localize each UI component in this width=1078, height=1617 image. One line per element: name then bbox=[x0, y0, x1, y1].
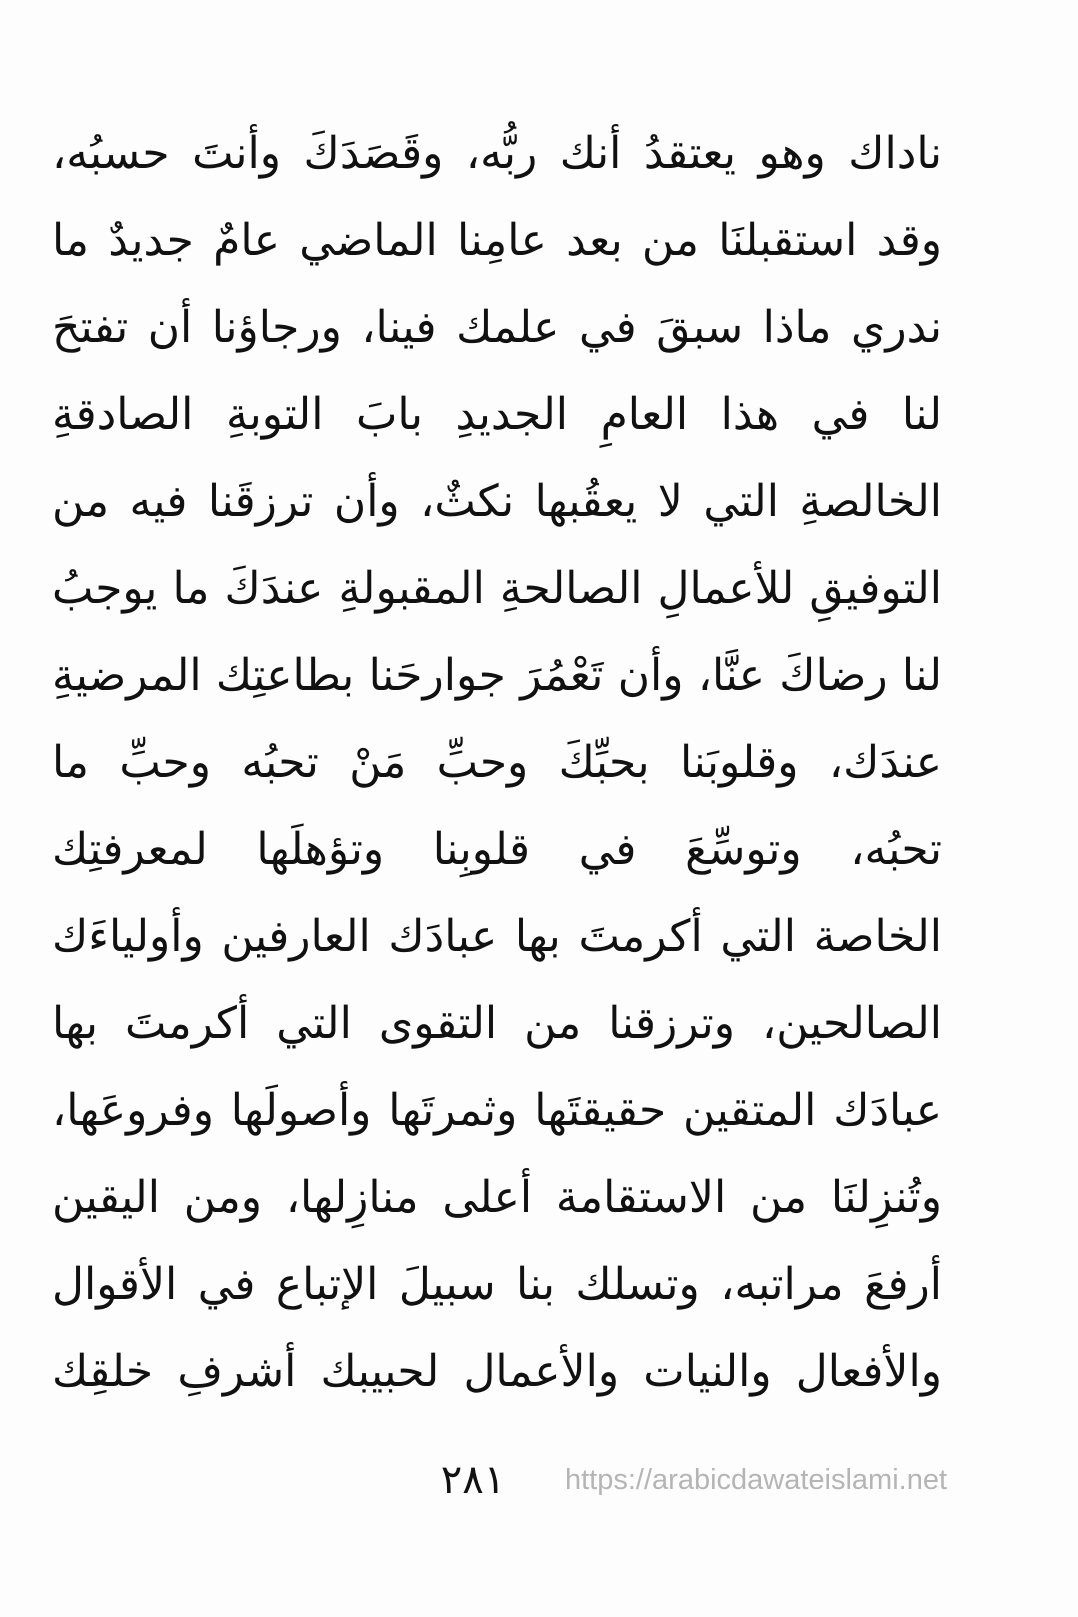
text-line-13: وتُنزِلنَا من الاستقامة أعلى منازِلها، ومن اليقين bbox=[52, 1172, 942, 1223]
text-line-8: عندَك، وقلوبَنا بحبِّكَ وحبِّ مَنْ تحبُه وحبِّ ما bbox=[52, 737, 942, 788]
text-line-12: عبادَك المتقين حقيقتَها وثمرتَها وأصولَها وفروعَها، bbox=[52, 1085, 942, 1136]
text-line-7: لنا رضاكَ عنَّا، وأن تَعْمُرَ جوارحَنا بطاعتِك المرضيةِ bbox=[52, 650, 942, 701]
text-line-6: التوفيقِ للأعمالِ الصالحةِ المقبولةِ عندَكَ ما يوجبُ bbox=[52, 563, 942, 614]
text-line-2: وقد استقبلنَا من بعد عامِنا الماضي عامٌ جديدٌ ما bbox=[52, 215, 942, 266]
text-line-9: تحبُه، وتوسِّعَ في قلوبِنا وتؤهلَها لمعرفتِك bbox=[52, 824, 942, 875]
page-footer bbox=[0, 1450, 1078, 1510]
text-line-15: والأفعال والنيات والأعمال لحبيبك أشرفِ خلقِك bbox=[52, 1346, 942, 1397]
text-line-4: لنا في هذا العامِ الجديدِ بابَ التوبةِ الصادقةِ bbox=[52, 389, 942, 440]
page-number: ٢٨١ bbox=[440, 1457, 506, 1503]
watermark-url: https://arabicdawateislami.net bbox=[565, 1464, 948, 1496]
text-line-1: ناداك وهو يعتقدُ أنك ربُّه، وقَصَدَكَ وأنتَ حسبُه، bbox=[52, 128, 942, 179]
body-text bbox=[52, 110, 942, 1415]
text-line-3: ندري ماذا سبقَ في علمك فينا، ورجاؤنا أن تفتحَ bbox=[52, 302, 942, 353]
text-line-5: الخالصةِ التي لا يعقُبها نكثٌ، وأن ترزقَنا فيه من bbox=[52, 476, 942, 527]
text-line-10: الخاصة التي أكرمتَ بها عبادَك العارفين وأولياءَك bbox=[52, 911, 942, 962]
text-line-14: أرفعَ مراتبه، وتسلك بنا سبيلَ الإتباع في الأقوال bbox=[52, 1259, 942, 1310]
text-line-11: الصالحين، وترزقنا من التقوى التي أكرمتَ بها bbox=[52, 998, 942, 1049]
